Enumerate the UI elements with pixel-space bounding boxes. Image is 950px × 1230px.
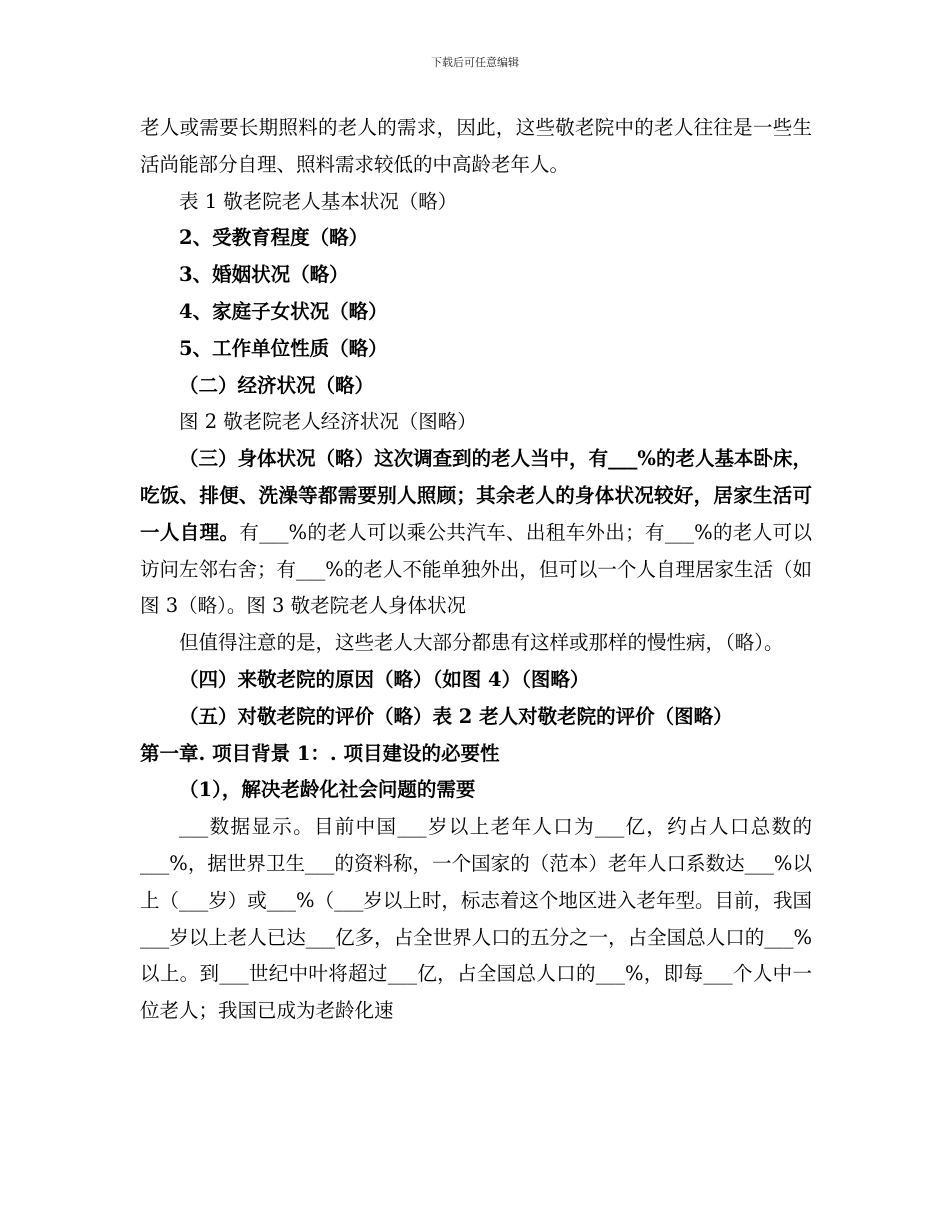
page-header: 下载后可任意编辑 [431, 56, 519, 69]
chapter-heading: 第一章. 项目背景 1：. 项目建设的必要性 [140, 741, 500, 765]
subheading-aging-society: （1），解决老龄化社会问题的需要 [179, 778, 476, 802]
heading-marital-status: 3、婚姻状况（略） [179, 263, 349, 287]
heading-reasons: （四）来敬老院的原因（略）（如图 4）（图略） [179, 667, 590, 691]
heading-evaluation: （五）对敬老院的评价（略）表 2 老人对敬老院的评价（图略） [179, 704, 733, 728]
physical-status-normal-text: 有___%的老人可以乘公共汽车、出租车外出；有___%的老人可以访问左邻右舍；有___%的老人不能单独外出，但可以一个人自理居家生活（如图 3（略）。图 3 敬老院老人身体状况 [140, 520, 812, 618]
physical-status-bold-text: （三）身体状况（略）这次调查到的老人当中，有___%的老人基本卧床，吃饭、排便、洗澡等都需要别人照顾；其余老人的身体状况较好，居家生活可一人自理。 [140, 447, 812, 544]
table-1-caption: 表 1 敬老院老人基本状况（略） [179, 189, 458, 213]
figure-2-caption: 图 2 敬老院老人经济状况（图略） [179, 410, 477, 434]
paragraph-chronic-disease: 但值得注意的是，这些老人大部分都患有这样或那样的慢性病，（略）。 [179, 631, 784, 655]
paragraph-physical-status [140, 441, 812, 625]
paragraph-population-data: ___数据显示。目前中国___岁以上老年人口为___亿，约占人口总数的___%，据世界卫生___的资料称，一个国家的（范本）老年人口系数达___%以上（___岁）或___%（___岁以上时，标志着这个地区进入老年型。目前，我国___岁以上老人已达___亿多，占全世界人口的五分之一，占全国总人口的___%以上。到___世纪中叶将超过___亿，占全国总人口的___%，即每___个人中一位老人；我国已成为老龄化速 [140, 815, 812, 1023]
heading-family-children: 4、家庭子女状况（略） [179, 299, 388, 323]
heading-education: 2、受教育程度（略） [179, 226, 369, 250]
paragraph-elderly-needs: 老人或需要长期照料的老人的需求，因此，这些敬老院中的老人往往是一些生活尚能部分自理、照料需求较低的中高龄老年人。 [140, 116, 812, 176]
document-body [140, 110, 812, 1030]
heading-economic-status: （二）经济状况（略） [179, 373, 375, 397]
heading-work-unit: 5、工作单位性质（略） [179, 336, 388, 360]
